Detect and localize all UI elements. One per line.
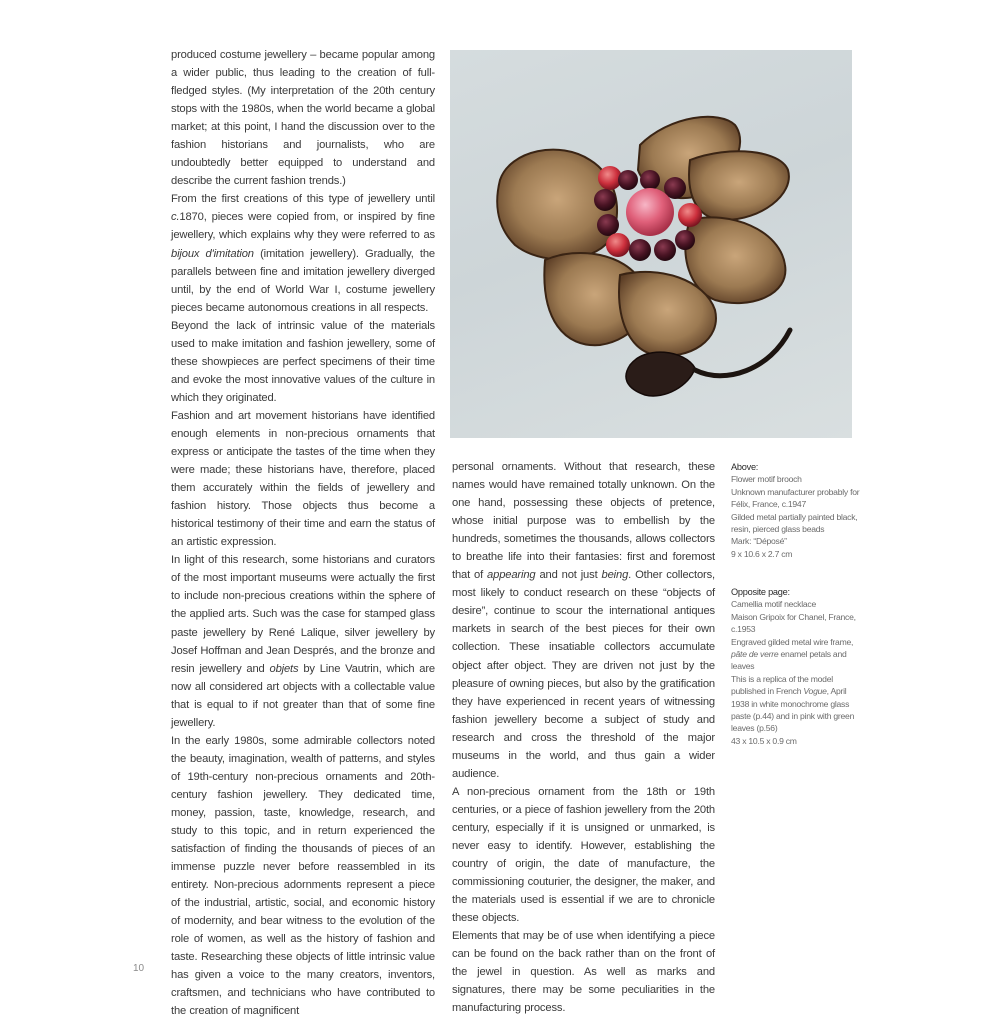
caption-line: [731, 673, 861, 735]
paragraph: In the early 1980s, some admirable collectors noted the beauty, imagination, wealth of patterns, and styles of 19th-century non-precious ornaments and 20th-century fashion jewellery. They dedicated time, money, passion, taste, knowledge, research, and study to this topic, and in return experienced the satisfaction of finding the thousands of pieces of an immense puzzle never before reassembled in its entirety. Non-precious adornments represent a piece of the industrial, artistic, social, and economic history of modernity, and bear witness to the evolution of the role of women, as well as the history of fashion and taste. Researching these objects of little intrinsic value has given a voice to the many creators, inventors, craftsmen, and technicians who have contributed to the creation of magnificent: [171, 734, 435, 1018]
flower-brooch-image: [450, 50, 852, 438]
caption-line: Gilded metal partially painted black, resin, pierced glass beads: [731, 511, 858, 535]
paragraph: Beyond the lack of intrinsic value of the materials used to make imitation and fashion jewellery, some of these showpieces are perfect specimens of their time and evoke the most innovative values of the culture in which they originated.: [171, 319, 435, 404]
text-run-italic: bijoux d'imitation: [171, 247, 254, 260]
caption-opposite-page: [731, 586, 861, 747]
text-run: , April 1938 in white monochrome glass paste (p.44) and in pink with green leaves (p.56): [731, 686, 855, 734]
text-run: and not just: [535, 569, 602, 582]
text-run: In light of this research, some historians and curators of the most important museums were actually the first to include non-precious creations within the sphere of the applied arts. Such was the case for stamped glass paste jewellery by René Lalique, silver jewellery by Josef Hoffman and Jean Després, and the bronze and resin jewellery and: [171, 554, 435, 675]
caption-above: [731, 461, 861, 560]
paragraph: produced costume jewellery – became popular among a wider public, thus leading to the creation of full-fledged styles. (My interpretation of the 20th century stops with the 1980s, when the world became a global market; at this point, I hand the discussion over to the fashion historians and journalists, who are undoubtedly better equipped to understand and describe the current fashion trends.): [171, 49, 435, 188]
text-run: From the first creations of this type of jewellery until: [171, 193, 435, 206]
text-run-italic: c.: [171, 211, 180, 224]
paragraph: [171, 551, 435, 731]
body-text-column-2: [452, 458, 715, 1017]
text-run: This is a replica of the model published in French: [731, 673, 833, 697]
text-run: by Line Vautrin, which are now all considered art objects with a collectable value that is equal to if not greater than that of some fine jewellery.: [171, 662, 435, 729]
text-run: enamel petals and leaves: [731, 649, 847, 672]
caption-line: Mark: “Déposé”: [731, 536, 787, 547]
caption-line: Unknown manufacturer probably for Félix, France, c.1947: [731, 486, 860, 510]
text-run-italic: objets: [269, 662, 299, 675]
text-run: . Other collectors, most likely to conduct research on these “objects of desire”, continue to scour the international antiques markets in search of the best pieces for their own collection. These insatiable collectors accumulate object after object. They are driven not just by the pleasure of owning pieces, but also by the gratification they have experienced in recent years of witnessing fashion jewellery become a subject of study and research and cross the threshold of the major museums in the world, and thus gain a wider audience.: [452, 569, 715, 780]
text-run-italic: pâte de verre: [731, 649, 779, 660]
caption-line: 43 x 10.5 x 0.9 cm: [731, 735, 797, 746]
paragraph: Elements that may be of use when identifying a piece can be found on the back rather than on the front of the jewel in question. As well as marks and signatures, there may be some peculiarities in the manufacturing process.: [452, 930, 715, 1015]
text-run-italic: being: [601, 569, 629, 582]
body-text-column-1: [171, 46, 435, 1021]
text-run: personal ornaments. Without that research, these names would have remained totally unknown. On the one hand, possessing these objects of pretence, whose initial purpose was to embellish by the hundreds, sometimes the thousands, allows collectors to breathe life into their fantasies: first and foremost that of: [452, 461, 715, 582]
paragraph: [452, 458, 715, 783]
page-number: 10: [133, 963, 145, 974]
caption-line: Camellia motif necklace: [731, 599, 816, 610]
brooch-photo: [450, 50, 852, 438]
text-run-italic: appearing: [487, 569, 536, 582]
caption-line: Maison Gripoix for Chanel, France, c.1953: [731, 611, 856, 635]
text-run: Engraved gilded metal wire frame,: [731, 636, 854, 647]
caption-line: 9 x 10.6 x 2.7 cm: [731, 548, 793, 559]
paragraph: [171, 190, 435, 316]
text-run: 1870, pieces were copied from, or inspired by fine jewellery, which explains why they were referred to as: [171, 211, 435, 242]
caption-line: [731, 636, 861, 673]
paragraph: A non-precious ornament from the 18th or 19th centuries, or a piece of fashion jewellery from the 20th century, especially if it is unsigned or unmarked, is never easy to identify. However, establishing the country of origin, the date of manufacture, the commissioning couturier, the designer, the maker, and the materials used is essential if we are to chronicle these objects.: [452, 785, 715, 925]
caption-heading: Opposite page:: [731, 587, 790, 597]
paragraph: Fashion and art movement historians have identified enough elements in non-precious ornaments that express or anticipate the tastes of the time when they were made; these historians have, therefore, placed them accurately within the fields of jewellery and fashion history. Those objects thus become a historical testimony of their time and earn the status of an artistic expression.: [171, 409, 435, 549]
caption-line: Flower motif brooch: [731, 474, 802, 485]
text-run: (imitation jewellery). Gradually, the parallels between fine and imitation jewellery diverged until, by the end of World War I, costume jewellery pieces became autonomous creations in all respects.: [171, 247, 435, 314]
text-run-italic: Vogue: [803, 686, 827, 697]
caption-heading: Above:: [731, 462, 759, 472]
